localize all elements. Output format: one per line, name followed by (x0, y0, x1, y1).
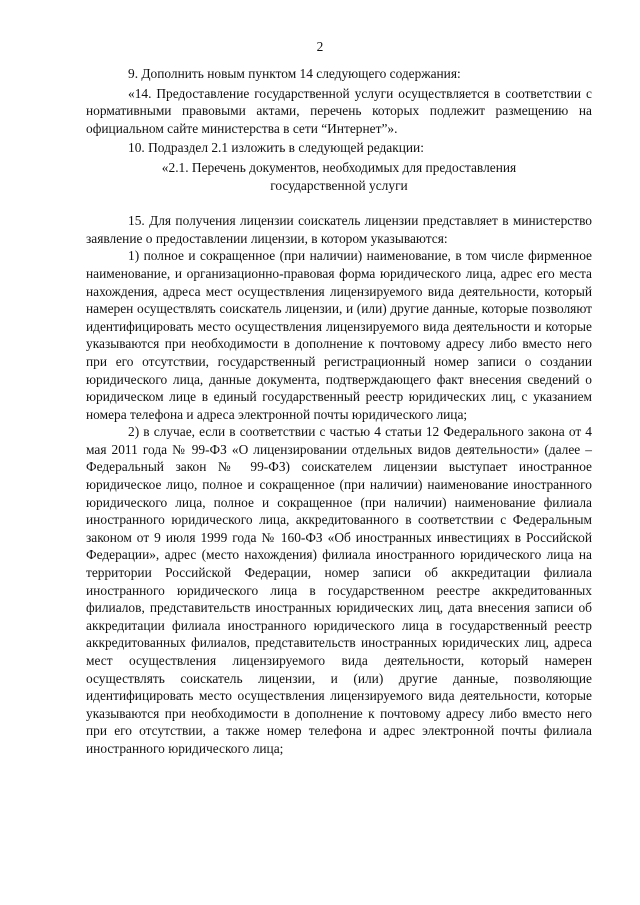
subitem-1: 1) полное и сокращенное (при наличии) наименование, в том числе фирменное наименование, и организационно-правовая форма юридического лица, адрес его места нахождения, адреса мест осуществления лицензируемого вида деятельности, который намерен осуществлять соискатель лицензии, и (или) другие данные, которые позволяют идентифицировать место осуществления лицензируемого вида деятельности и которые указываются при необходимости в дополнение к почтовому адресу либо вместо него при его отсутствии, государственный регистрационный номер записи о создании юридического лица, данные документа, подтверждающего факт внесения сведений о юридическом лице в единый государственный реестр юридических лиц, с указанием номера телефона и адреса электронной почты юридического лица; (86, 248, 592, 422)
document-body (86, 65, 592, 758)
item-9: 9. Дополнить новым пунктом 14 следующего содержания: (128, 66, 461, 81)
item-14-text: «14. Предоставление государственной услуги осуществляется в соответствии с нормативными правовыми актами, перечень которых подлежит размещению на официальном сайте министерства в сети “Интернет”». (86, 85, 592, 136)
item-10: 10. Подраздел 2.1 изложить в следующей редакции: (128, 140, 424, 156)
item-15: 15. Для получения лицензии соискатель лицензии представляет в министерство заявление о предоставлении лицензии, в котором указываются: (86, 213, 592, 246)
page-number: 2 (316, 39, 324, 54)
section-heading-2-1: «2.1. Перечень документов, необходимых для предоставления государственной услуги (161, 159, 517, 193)
subitem-2: 2) в случае, если в соответствии с частью 4 статьи 12 Федерального закона от 4 мая 2011 года № 99-ФЗ «О лицензировании отдельных видов деятельности» (далее – Федеральный закон № 99-ФЗ) соискателем лицензии выступает иностранное юридическое лицо, полное и сокращенное (при наличии) наименование иностранного юридического лица, полное и сокращенное (при наличии) наименование филиала иностранного юридического лица, аккредитованного в соответствии с Федеральным законом от 9 июля 1999 года № 160-ФЗ «Об иностранных инвестициях в Российской Федерации», адрес (место нахождения) филиала иностранного юридического лица на территории Российской Федерации, номер записи об аккредитации филиала иностранного юридического лица в государственном реестре аккредитованных филиалов, представительств иностранных юридических лиц, дата внесения записи об аккредитации филиала иностранного юридического лица в государственный реестр аккредитованных филиалов, представительств иностранных юридических лиц, адреса мест осуществления лицензируемого вида деятельности, который намерен осуществлять соискатель лицензии, и (или) другие данные, позволяющие идентифицировать место осуществления лицензируемого вида деятельности, которые указываются при необходимости в дополнение к почтовому адресу либо вместо него при его отсутствии, а также номер телефона и адрес электронной почты филиала иностранного юридического лица; (86, 424, 592, 756)
